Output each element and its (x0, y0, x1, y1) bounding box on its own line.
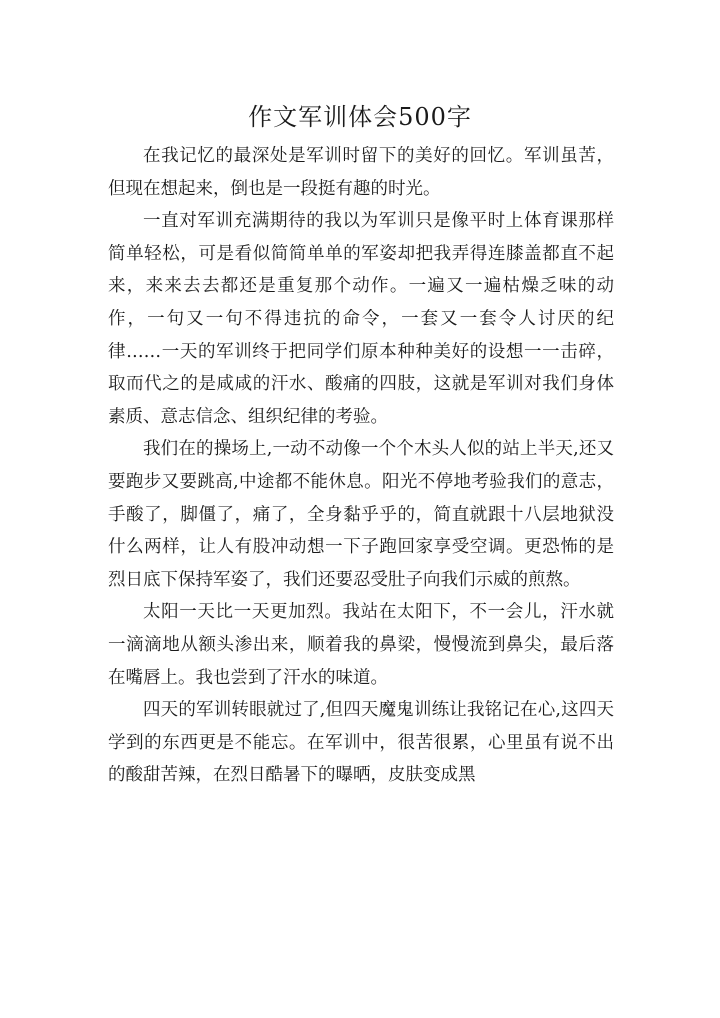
paragraph: 在我记忆的最深处是军训时留下的美好的回忆。军训虽苦，但现在想起来，倒也是一段挺有趣的时光。 (108, 146, 614, 199)
paragraph: 四天的军训转眼就过了,但四天魔鬼训练让我铭记在心,这四天学到的东西更是不能忘。在军训中，很苦很累，心里虽有说不出的酸甜苦辣，在烈日酷暑下的曝晒，皮肤变成黑 (108, 700, 614, 786)
paragraph: 我们在的操场上,一动不动像一个个木头人似的站上半天,还又要跑步又要跳高,中途都不能休息。阳光不停地考验我们的意志，手酸了，脚僵了，痛了，全身黏乎乎的，简直就跟十八层地狱没什么两样，让人有股冲动想一下子跑回家享受空调。更恐怖的是烈日底下保持军姿了，我们还要忍受肚子向我们示威的煎熬。 (108, 439, 614, 590)
document-body (108, 140, 614, 792)
paragraph: 一直对军训充满期待的我以为军训只是像平时上体育课那样简单轻松，可是看似简简单单的军姿却把我弄得连膝盖都直不起来，来来去去都还是重复那个动作。一遍又一遍枯燥乏味的动作，一句又一句不得违抗的命令，一套又一套令人讨厌的纪律……一天的军训终于把同学们原本种种美好的设想一一击碎，取而代之的是咸咸的汗水、酸痛的四肢，这就是军训对我们身体素质、意志信念、组织纪律的考验。 (108, 211, 614, 427)
document-title: 作文军训体会500字 (248, 103, 472, 132)
paragraph: 太阳一天比一天更加烈。我站在太阳下，不一会儿，汗水就一滴滴地从额头渗出来，顺着我的鼻梁，慢慢流到鼻尖，最后落在嘴唇上。我也尝到了汗水的味道。 (108, 602, 614, 688)
